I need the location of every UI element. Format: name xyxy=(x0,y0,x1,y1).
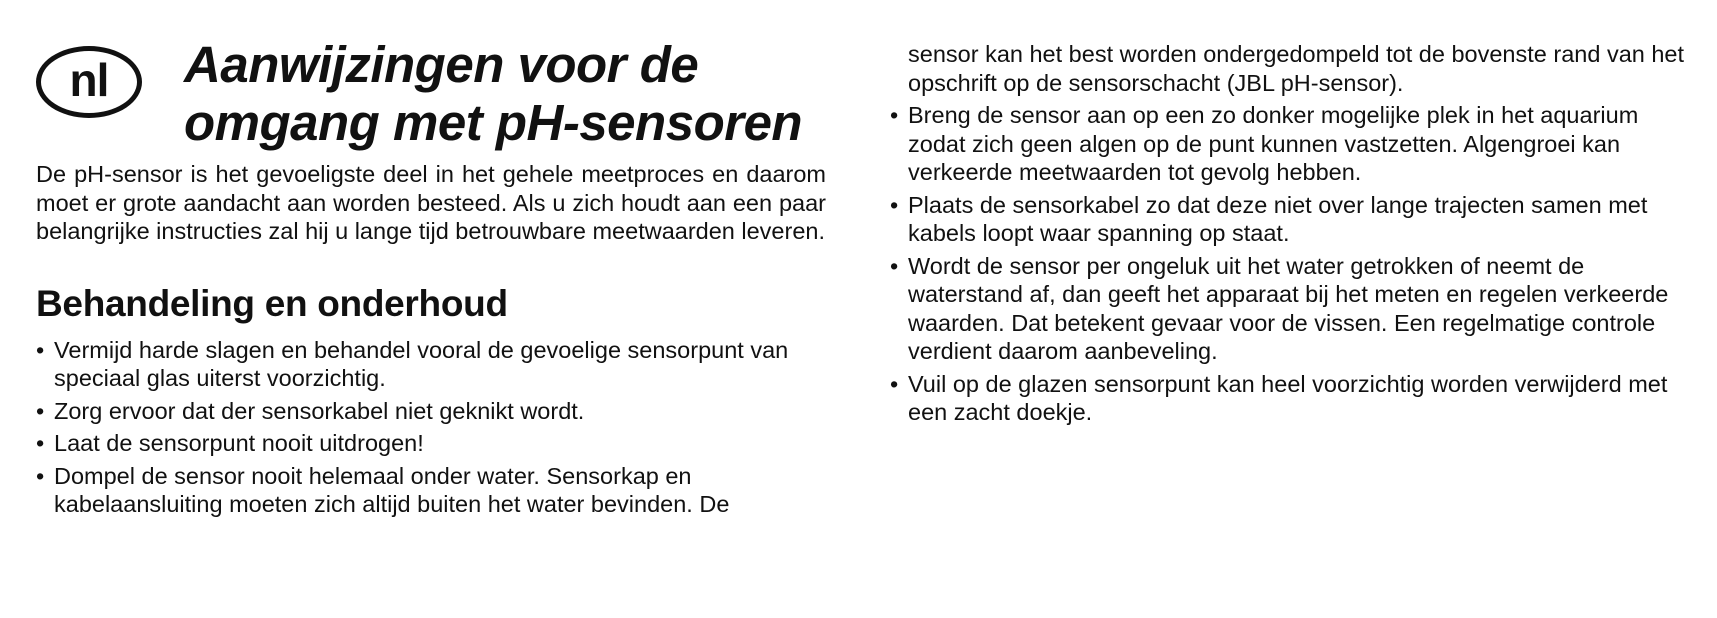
right-column xyxy=(890,40,1690,431)
bullet-icon: • xyxy=(890,102,899,128)
continued-list-text: sensor kan het best worden ondergedompeld tot de bovenste rand van het opschrift op de sensorschacht (JBL pH-sensor). xyxy=(908,41,1685,96)
header xyxy=(36,36,836,156)
bullet-icon: • xyxy=(890,370,899,397)
bullet-icon: • xyxy=(36,462,45,489)
right-bullet-list xyxy=(890,101,1690,427)
list-item xyxy=(890,191,1690,248)
list-item xyxy=(890,370,1690,427)
language-badge-nl-icon xyxy=(36,46,142,118)
page-title xyxy=(184,36,864,152)
left-bullet-list xyxy=(36,336,836,519)
list-item xyxy=(36,429,836,458)
list-item-text: Dompel de sensor nooit helemaal onder water. Sensorkap en kabelaansluiting moeten zich altijd buiten het water bevinden. De xyxy=(54,462,730,517)
bullet-icon: • xyxy=(36,430,45,456)
list-item xyxy=(890,252,1690,366)
title-line-2: omgang met pH-sensoren xyxy=(184,94,803,151)
list-item-text: Zorg ervoor dat der sensorkabel niet geknikt wordt. xyxy=(54,397,585,424)
list-item-text: Breng de sensor aan op een zo donker mogelijke plek in het aquarium zodat zich geen algen op de punt kunnen vastzetten. Algengroei kan verkeerde meetwaarden tot gevolg hebben. xyxy=(908,102,1639,185)
list-item xyxy=(36,397,836,426)
section-heading: Behandeling en onderhoud xyxy=(36,282,508,324)
list-item-text: Wordt de sensor per ongeluk uit het water getrokken of neemt de waterstand af, dan geeft het apparaat bij het meten en regelen verkeerde waarden. Dat betekent gevaar voor de vissen. Een regelmatige controle verdient daarom aanbeveling. xyxy=(908,252,1669,364)
left-column xyxy=(36,36,836,523)
list-item-text: Plaats de sensorkabel zo dat deze niet over lange trajecten samen met kabels loopt waar spanning op staat. xyxy=(908,191,1648,246)
list-item xyxy=(890,101,1690,187)
bullet-icon: • xyxy=(36,397,45,424)
intro-paragraph: De pH-sensor is het gevoeligste deel in het gehele meetproces en daarom moet er grote aandacht aan worden besteed. Als u zich houdt aan een paar belangrijke instructies zal hij u lange tijd betrouwbare meetwaarden leveren. xyxy=(36,161,826,244)
list-item xyxy=(36,462,836,519)
bullet-icon: • xyxy=(36,336,45,363)
list-item xyxy=(36,336,836,393)
list-item-text: Vermijd harde slagen en behandel vooral de gevoelige sensorpunt van speciaal glas uiterst voorzichtig. xyxy=(54,336,789,391)
list-item-text: Vuil op de glazen sensorpunt kan heel voorzichtig worden verwijderd met een zacht doekje. xyxy=(908,370,1668,425)
bullet-icon: • xyxy=(890,252,899,279)
title-line-1: Aanwijzingen voor de xyxy=(184,36,699,93)
language-badge-label: nl xyxy=(69,54,109,106)
bullet-icon: • xyxy=(890,191,899,218)
list-item-text: Laat de sensorpunt nooit uitdrogen! xyxy=(54,430,424,456)
